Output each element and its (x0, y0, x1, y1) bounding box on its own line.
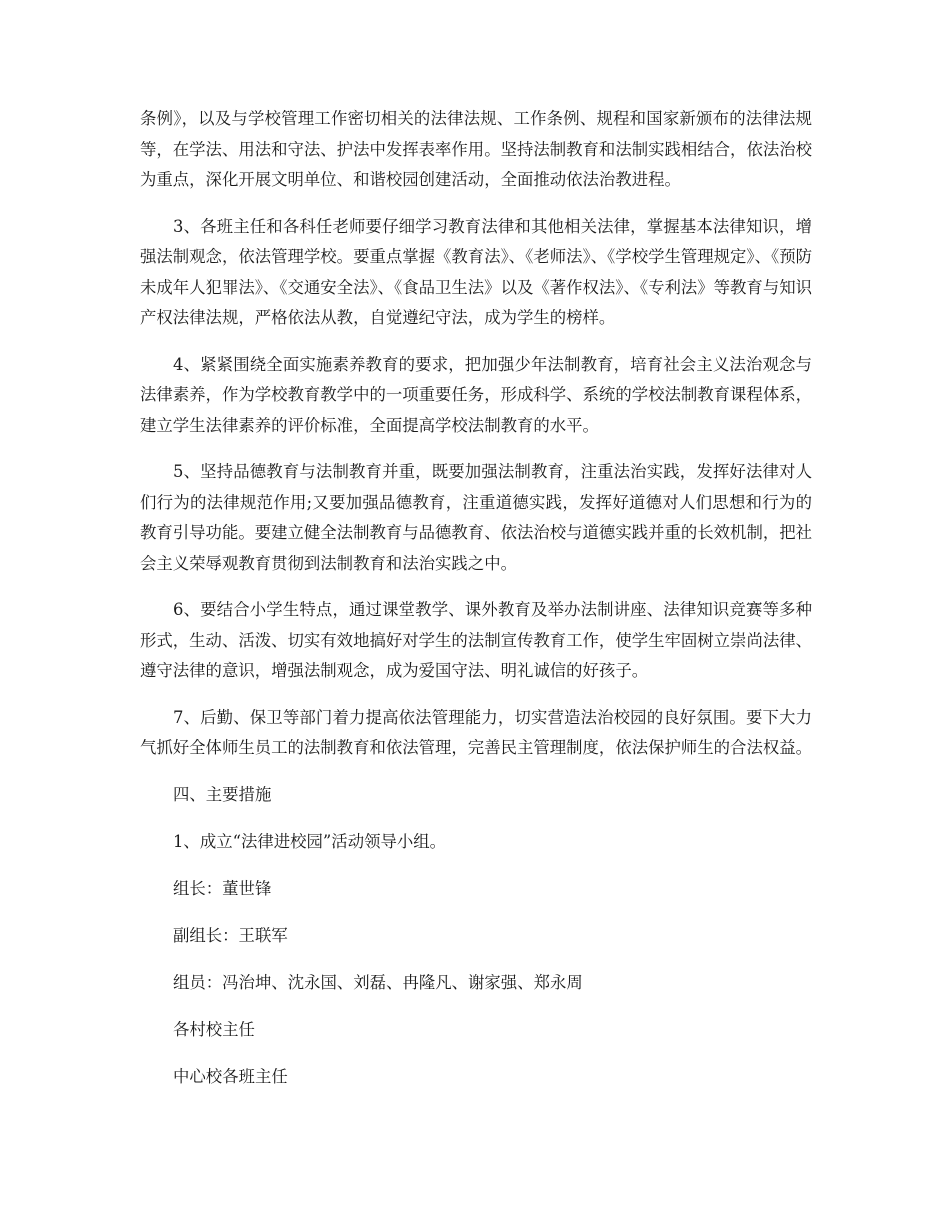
document-page (140, 104, 812, 1109)
paragraph-continuation: 条例》，以及与学校管理工作密切相关的法律法规、工作条例、规程和国家新颁布的法律法规等，在学法、用法和守法、护法中发挥表率作用。坚持法制教育和法制实践相结合，依法治校为重点，深化开展文明单位、和谐校园创建活动，全面推动依法治教进程。 (140, 109, 813, 189)
paragraph-item-4: 4、紧紧围绕全面实施素养教育的要求，把加强少年法制教育，培育社会主义法治观念与法律素养，作为学校教育教学中的一项重要任务，形成科学、系统的学校法制教育课程体系，建立学生法律素养的评价标准，全面提高学校法制教育的水平。 (140, 354, 813, 435)
measure-item-1: 1、成立“法律进校园”活动领导小组。 (173, 831, 447, 851)
deputy-group-leader: 副组长：王联军 (173, 925, 288, 945)
paragraph-item-6: 6、要结合小学生特点，通过课堂教学、课外教育及举办法制讲座、法律知识竞赛等多种形式，生动、活泼、切实有效地搞好对学生的法制宣传教育工作，使学生牢固树立崇尚法律、遵守法律的意识，增强法制观念，成为爱国守法、明礼诚信的好孩子。 (140, 600, 813, 680)
group-leader: 组长：董世锋 (173, 878, 272, 898)
section-heading-measures: 四、主要措施 (173, 784, 272, 804)
paragraph-item-5: 5、坚持品德教育与法制教育并重，既要加强法制教育，注重法治实践，发挥好法律对人们行为的法律规范作用;又要加强品德教育，注重道德实践，发挥好道德对人们思想和行为的教育引导功能。要建立健全法制教育与品德教育、依法治校与道德实践并重的长效机制，把社会主义荣辱观教育贯彻到法制教育和法治实践之中。 (140, 462, 813, 573)
paragraph-item-3: 3、各班主任和各科任老师要仔细学习教育法律和其他相关法律，掌握基本法律知识，增强法制观念，依法管理学校。要重点掌握《教育法》、《老师法》、《学校学生管理规定》、《预防未成年人犯罪法》、《交通安全法》、《食品卫生法》以及《著作权法》、《专利法》等教育与知识产权法律法规，严格依法从教，自觉遵纪守法，成为学生的榜样。 (140, 216, 812, 327)
central-school-class-teachers: 中心校各班主任 (173, 1066, 288, 1086)
village-school-directors: 各村校主任 (173, 1019, 255, 1039)
group-members: 组员：冯治坤、沈永国、刘磊、冉隆凡、谢家强、郑永周 (173, 972, 583, 992)
paragraph-item-7: 7、后勤、保卫等部门着力提高依法管理能力，切实营造法治校园的良好氛围。要下大力气抓好全体师生员工的法制教育和依法管理，完善民主管理制度，依法保护师生的合法权益。 (140, 707, 813, 757)
